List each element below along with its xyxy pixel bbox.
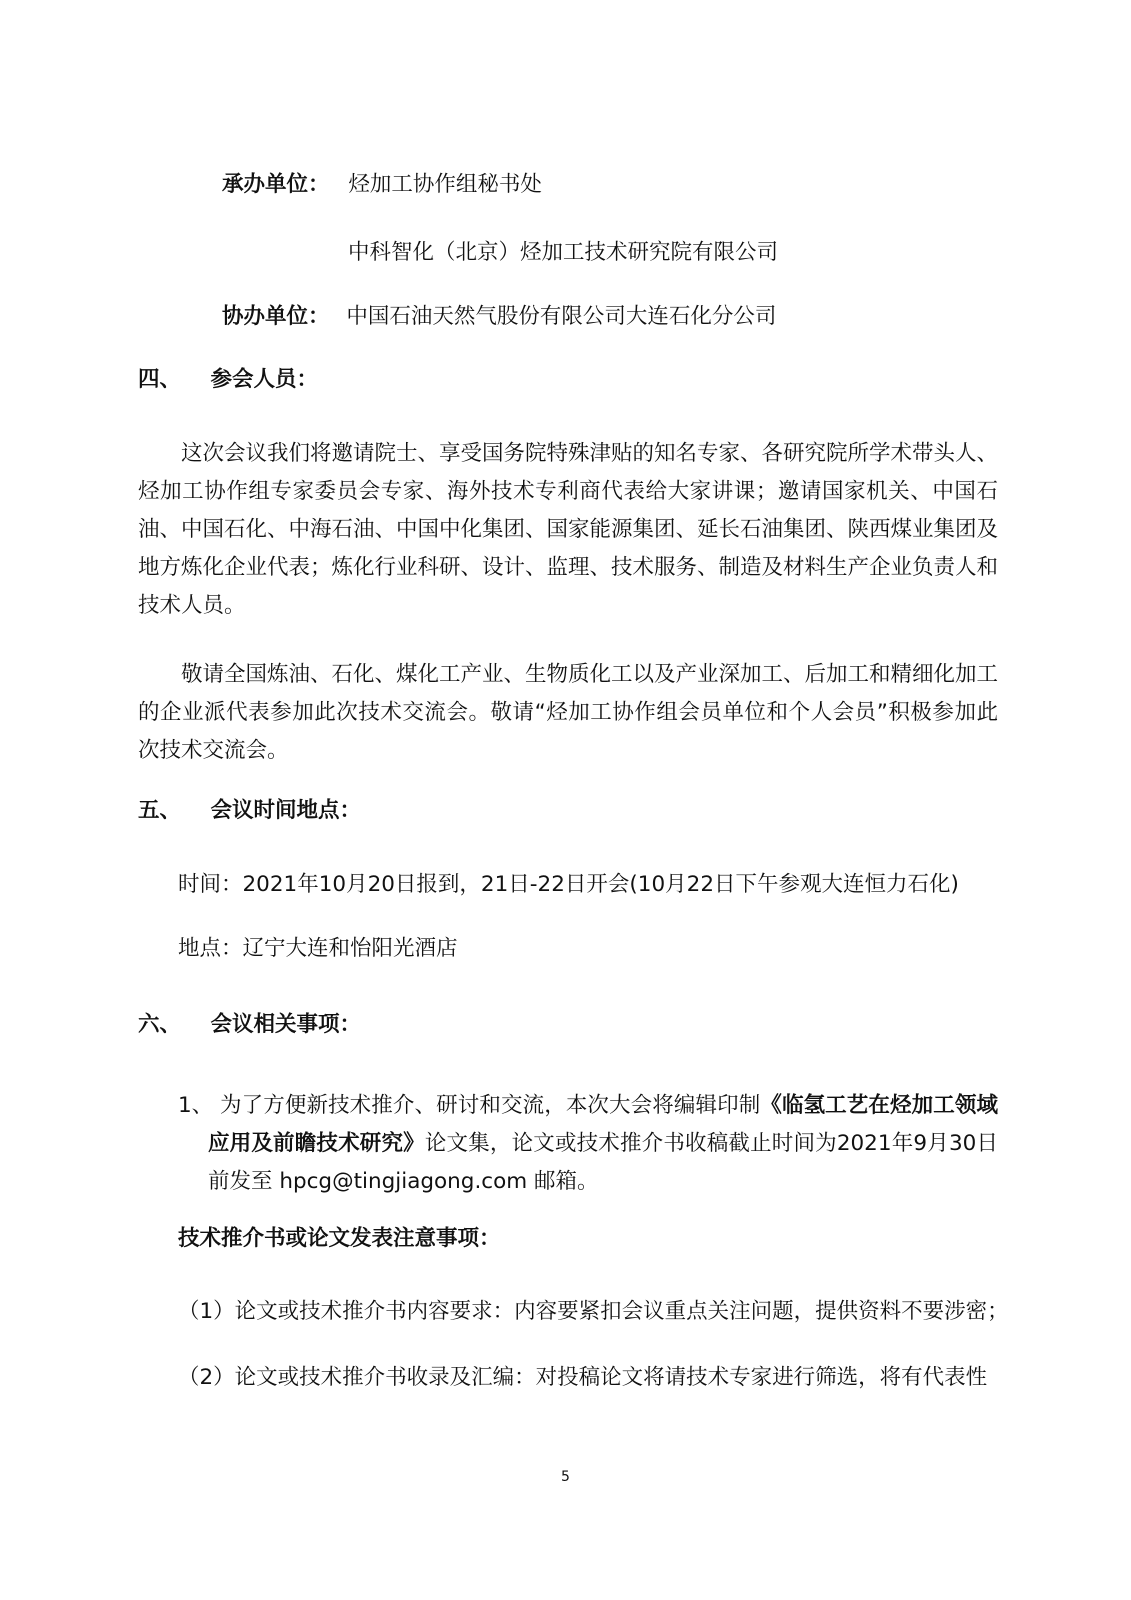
organizer-host-row xyxy=(222,170,542,200)
organizer-host-1: 烃加工协作组秘书处 xyxy=(348,172,542,197)
section-4-paragraph-2: 敬请全国炼油、石化、煤化工产业、生物质化工以及产业深加工、后加工和精细化加工的企业派代表参加此次技术交流会。敬请“烃加工协作组会员单位和个人会员”积极参加此次技术交流会。 xyxy=(138,662,999,763)
section-6-number: 六、 xyxy=(138,1012,182,1037)
item-1-body xyxy=(208,1087,998,1201)
section-6-heading xyxy=(138,1010,361,1040)
section-4-title: 参会人员： xyxy=(210,367,319,392)
organizer-co-1: 中国石油天然气股份有限公司大连石化分公司 xyxy=(346,304,777,329)
item-1-publication-title: 《临氢工艺在烃加工领域应用及前瞻技术研究》 xyxy=(208,1093,998,1156)
meeting-time: 时间：2021年10月20日报到，21日-22日开会(10月22日下午参观大连恒力石化) xyxy=(178,872,959,897)
section-4-number: 四、 xyxy=(138,367,182,392)
organizer-co-label: 协办单位： xyxy=(222,304,330,329)
note-1: （1）论文或技术推介书内容要求：内容要紧扣会议重点关注问题，提供资料不要涉密； xyxy=(178,1299,1009,1324)
section-4-paragraph-1: 这次会议我们将邀请院士、享受国务院特殊津贴的知名专家、各研究院所学术带头人、烃加工协作组专家委员会专家、海外技术专利商代表给大家讲课；邀请国家机关、中国石油、中国石化、中海石油、中国中化集团、国家能源集团、延长石油集团、陕西煤业集团及地方炼化企业代表；炼化行业科研、设计、监理、技术服务、制造及材料生产企业负责人和技术人员。 xyxy=(138,441,999,618)
item-1-number: 1、 xyxy=(178,1093,214,1118)
item-1-text-post: 论文集，论文或技术推介书收稿截止时间为2021年9月30日前发至 hpcg@tingjiagong.com 邮箱。 xyxy=(208,1131,998,1194)
section-5-number: 五、 xyxy=(138,798,182,823)
meeting-place: 地点：辽宁大连和怡阳光酒店 xyxy=(178,936,458,961)
section-5-heading xyxy=(138,796,361,826)
item-1-text-pre: 为了方便新技术推介、研讨和交流，本次大会将编辑印制 xyxy=(220,1093,761,1118)
note-2: （2）论文或技术推介书收录及汇编：对投稿论文将请技术专家进行筛选，将有代表性 xyxy=(178,1365,988,1390)
numbered-item-1 xyxy=(178,1087,998,1201)
page-number: 5 xyxy=(561,1469,570,1485)
organizer-co-row xyxy=(222,302,776,332)
organizer-host-label: 承办单位： xyxy=(222,172,330,197)
organizer-host-2: 中科智化（北京）烃加工技术研究院有限公司 xyxy=(348,240,779,265)
notes-title: 技术推介书或论文发表注意事项： xyxy=(178,1226,501,1251)
section-4-heading xyxy=(138,365,318,395)
section-5-title: 会议时间地点： xyxy=(210,798,362,823)
section-6-title: 会议相关事项： xyxy=(210,1012,362,1037)
